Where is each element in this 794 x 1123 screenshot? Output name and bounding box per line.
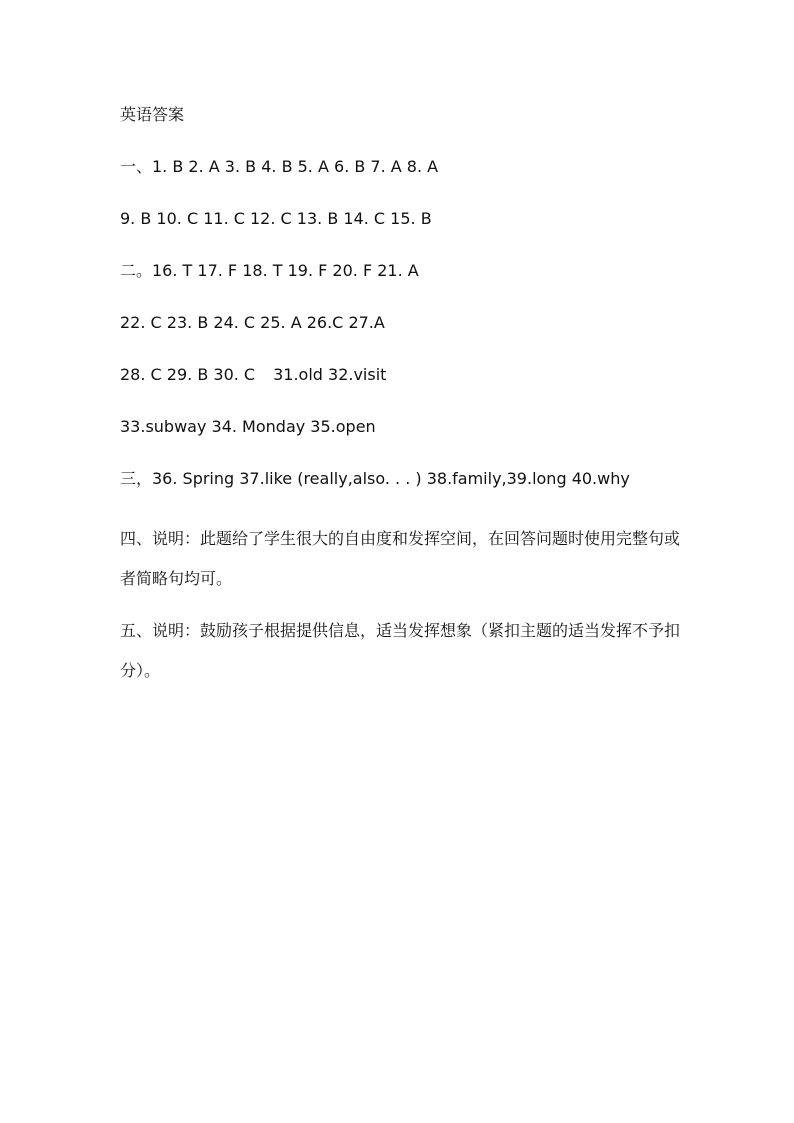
section-4-note: 四、说明：此题给了学生很大的自由度和发挥空间，在回答问题时使用完整句或者简略句均可。	[120, 529, 681, 588]
section-5-note: 五、说明：鼓励孩子根据提供信息，适当发挥想象（紧扣主题的适当发挥不予扣分）。	[120, 621, 681, 680]
answer-line-7: 三，36. Spring 37.like (really,also. . . ) 38.family,39.long 40.why	[120, 469, 630, 488]
answer-key-content	[120, 103, 690, 703]
answer-line-3: 二。16. T 17. F 18. T 19. F 20. F 21. A	[120, 261, 419, 280]
answer-line-5	[120, 363, 690, 387]
answer-line-1: 一、1. B 2. A 3. B 4. B 5. A 6. B 7. A 8. A	[120, 157, 439, 176]
answer-line-6: 33.subway 34. Monday 35.open	[120, 417, 376, 436]
page-title: 英语答案	[120, 105, 185, 124]
answer-line-5-part-b: 31.old 32.visit	[273, 365, 387, 384]
answer-line-5-part-a: 28. C 29. B 30. C	[120, 365, 256, 384]
answer-line-2: 9. B 10. C 11. C 12. C 13. B 14. C 15. B	[120, 209, 432, 228]
answer-line-4: 22. C 23. B 24. C 25. A 26.C 27.A	[120, 313, 385, 332]
